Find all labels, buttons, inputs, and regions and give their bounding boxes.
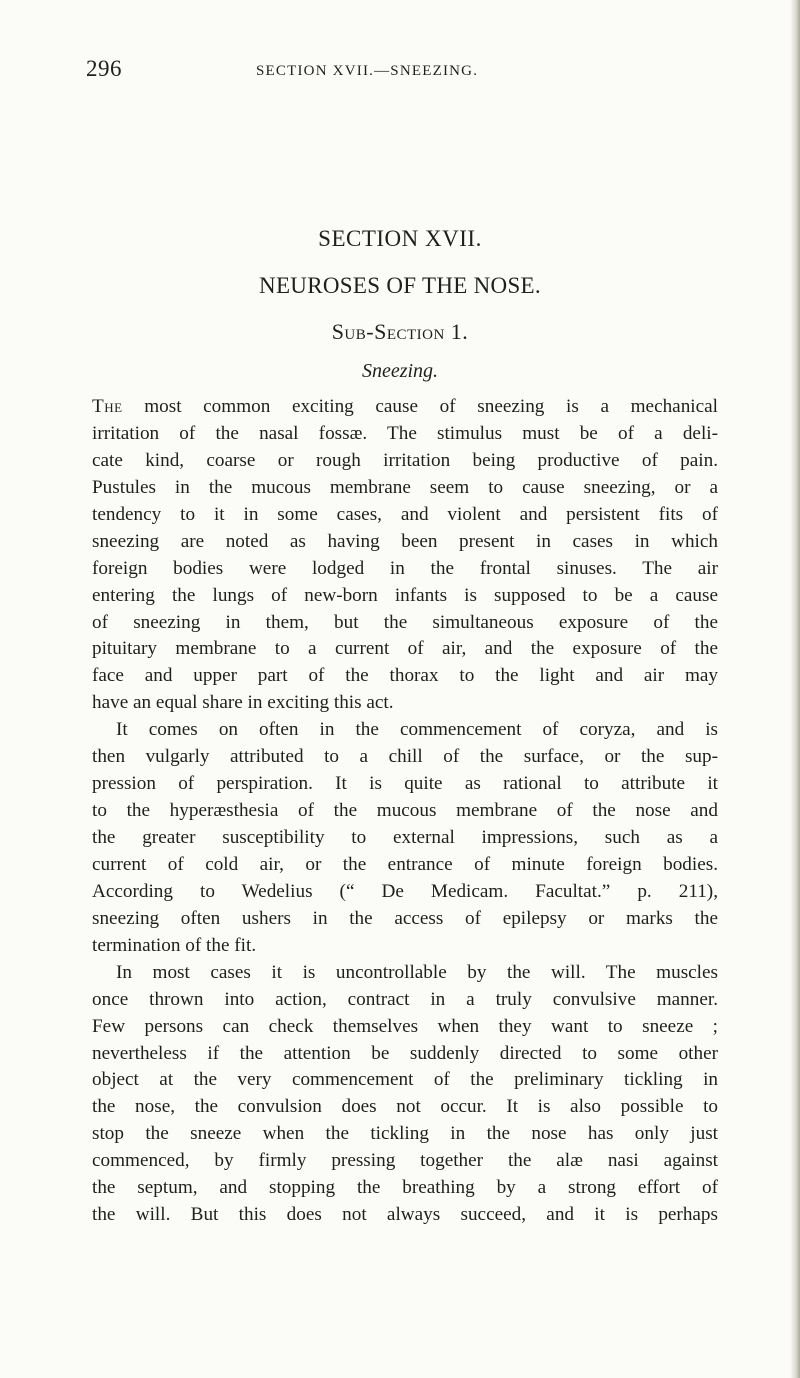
body-text (92, 394, 718, 1229)
text-line: commenced, by firmly pressing together the alæ nasi against (92, 1150, 718, 1172)
running-head (86, 56, 746, 86)
text-line: sneezing often ushers in the access of epilepsy or marks the (92, 907, 718, 929)
text-line: stop the sneeze when the tickling in the nose has only just (92, 1123, 718, 1145)
chapter-title: NEUROSES OF THE NOSE. (259, 273, 541, 298)
text-line: pituitary membrane to a current of air, and the exposure of the (92, 638, 718, 660)
text-line: the will. But this does not always succeed, and it is perhaps (92, 1204, 718, 1226)
text-line-1: The most common exciting cause of sneezing is a mechanical (92, 396, 718, 417)
page-number: 296 (86, 56, 122, 81)
paragraph-start: It comes on often in the commencement of coryza, and is (116, 719, 718, 741)
section-title: SECTION XVII. (318, 226, 482, 251)
text-line: entering the lungs of new-born infants is supposed to be a cause (92, 584, 718, 606)
running-title: SECTION XVII.—SNEEZING. (256, 63, 479, 79)
text-line: Pustules in the mucous membrane seem to cause sneezing, or a (92, 476, 718, 498)
text-line: once thrown into action, contract in a truly convulsive manner. (92, 988, 718, 1010)
text-line: the septum, and stopping the breathing by a strong effort of (92, 1177, 718, 1199)
text-line: termination of the fit. (92, 934, 257, 956)
text-line: to the hyperæsthesia of the mucous membrane of the nose and (92, 800, 718, 822)
text-line: Few persons can check themselves when they want to sneeze ; (92, 1015, 718, 1037)
text-line: pression of perspiration. It is quite as rational to attribute it (92, 773, 718, 795)
text-line: According to Wedelius (“ De Medicam. Facultat.” p. 211), (92, 880, 718, 902)
text-line: tendency to it in some cases, and violent and persistent fits of (92, 503, 718, 525)
paragraph-start: In most cases it is uncontrollable by the will. The muscles (116, 961, 718, 983)
text-line: of sneezing in them, but the simultaneous exposure of the (92, 611, 718, 633)
text-line: sneezing are noted as having been present in cases in which (92, 530, 718, 552)
text-line: cate kind, coarse or rough irritation being productive of pain. (92, 449, 718, 471)
text-line: object at the very commencement of the preliminary tickling in (92, 1069, 718, 1091)
topic-title: Sneezing. (361, 360, 439, 382)
text-line: have an equal share in exciting this act. (92, 692, 394, 714)
text-line: nevertheless if the attention be suddenly directed to some other (92, 1042, 718, 1064)
text-line: current of cold air, or the entrance of minute foreign bodies. (92, 853, 718, 875)
text-line: then vulgarly attributed to a chill of the surface, or the sup- (92, 746, 718, 768)
text-line: face and upper part of the thorax to the light and air may (92, 665, 718, 687)
page-edge-shadow (790, 0, 800, 1378)
text-line: the nose, the convulsion does not occur. It is also possible to (92, 1096, 718, 1118)
text-line: the greater susceptibility to external impressions, such as a (92, 827, 718, 848)
text-line: irritation of the nasal fossæ. The stimulus must be of a deli- (92, 422, 718, 444)
subsection-title: Sub-Section 1. (331, 319, 469, 344)
text-line: foreign bodies were lodged in the frontal sinuses. The air (92, 557, 718, 579)
lead-word: The (92, 396, 123, 417)
